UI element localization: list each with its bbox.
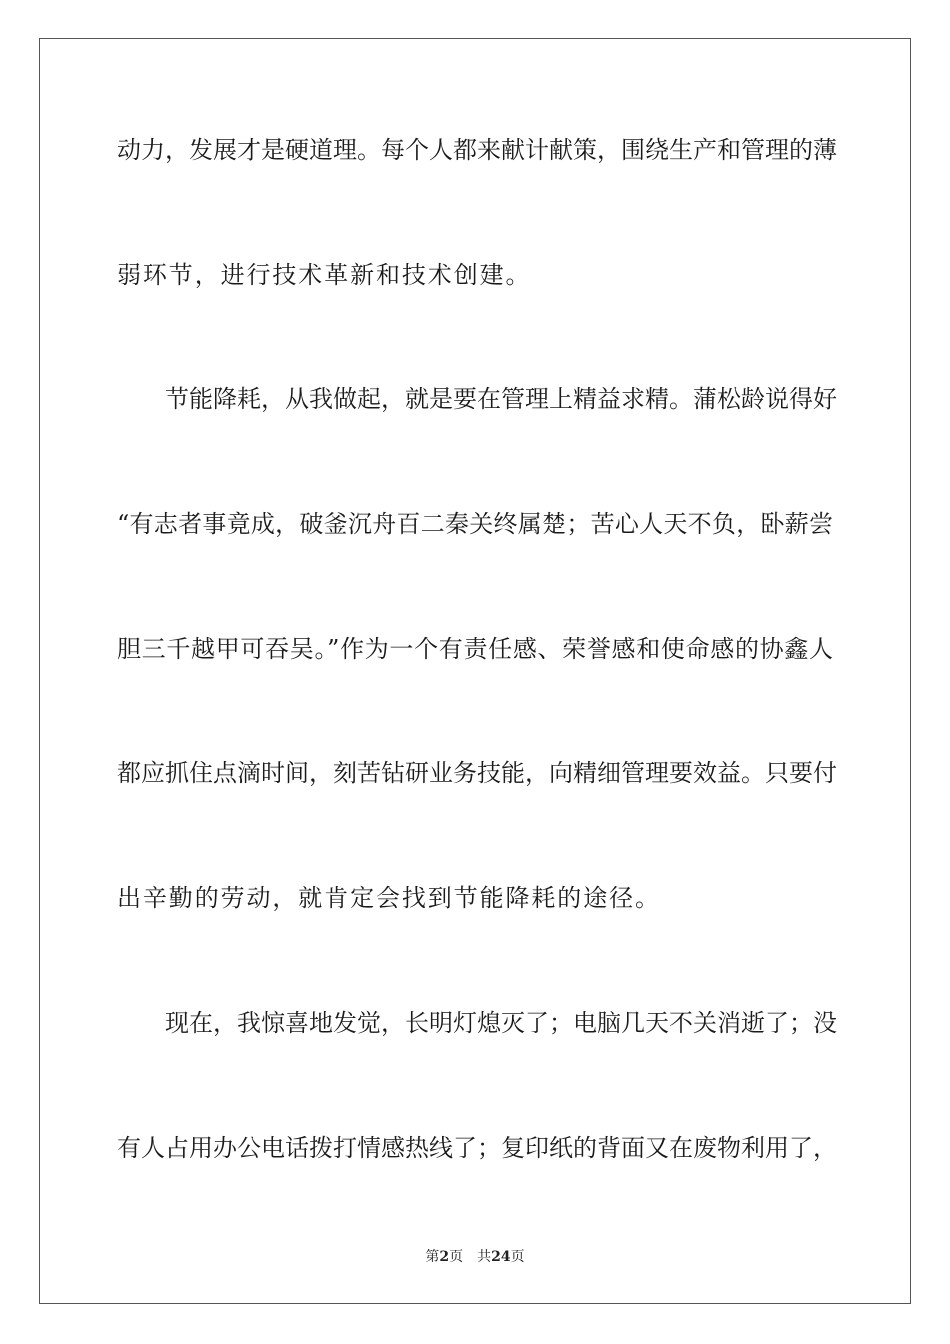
text-line: 弱环节，进行技术革新和技术创建。 [117, 261, 532, 289]
page-border [39, 38, 911, 1304]
text-line: “有志者事竟成，破釜沉舟百二秦关终属楚；苦心人天不负，卧薪尝 [117, 510, 833, 538]
text-line: 出辛勤的劳动，就肯定会找到节能降耗的途径。 [117, 884, 661, 912]
text-line: 动力，发展才是硬道理。每个人都来献计献策，围绕生产和管理的薄 [117, 136, 837, 164]
paragraph-first-line: 节能降耗，从我做起，就是要在管理上精益求精。蒲松龄说得好 [165, 385, 837, 413]
page-number: 2 [439, 1249, 450, 1265]
total-prefix: 共 [477, 1249, 492, 1265]
text-line: 胆三千越甲可吞吴。”作为一个有责任感、荣誉感和使命感的协鑫人 [117, 635, 833, 663]
text-line: 有人占用办公电话拨打情感热线了；复印纸的背面又在废物利用了， [117, 1134, 837, 1162]
text-line: 都应抓住点滴时间，刻苦钻研业务技能，向精细管理要效益。只要付 [117, 759, 837, 787]
page-footer [0, 1248, 950, 1266]
total-pages: 24 [491, 1249, 511, 1265]
page-prefix: 第 [425, 1249, 440, 1265]
total-unit: 页 [510, 1249, 525, 1265]
page-unit: 页 [449, 1249, 464, 1265]
paragraph-first-line: 现在，我惊喜地发觉，长明灯熄灭了；电脑几天不关消逝了；没 [165, 1009, 837, 1037]
